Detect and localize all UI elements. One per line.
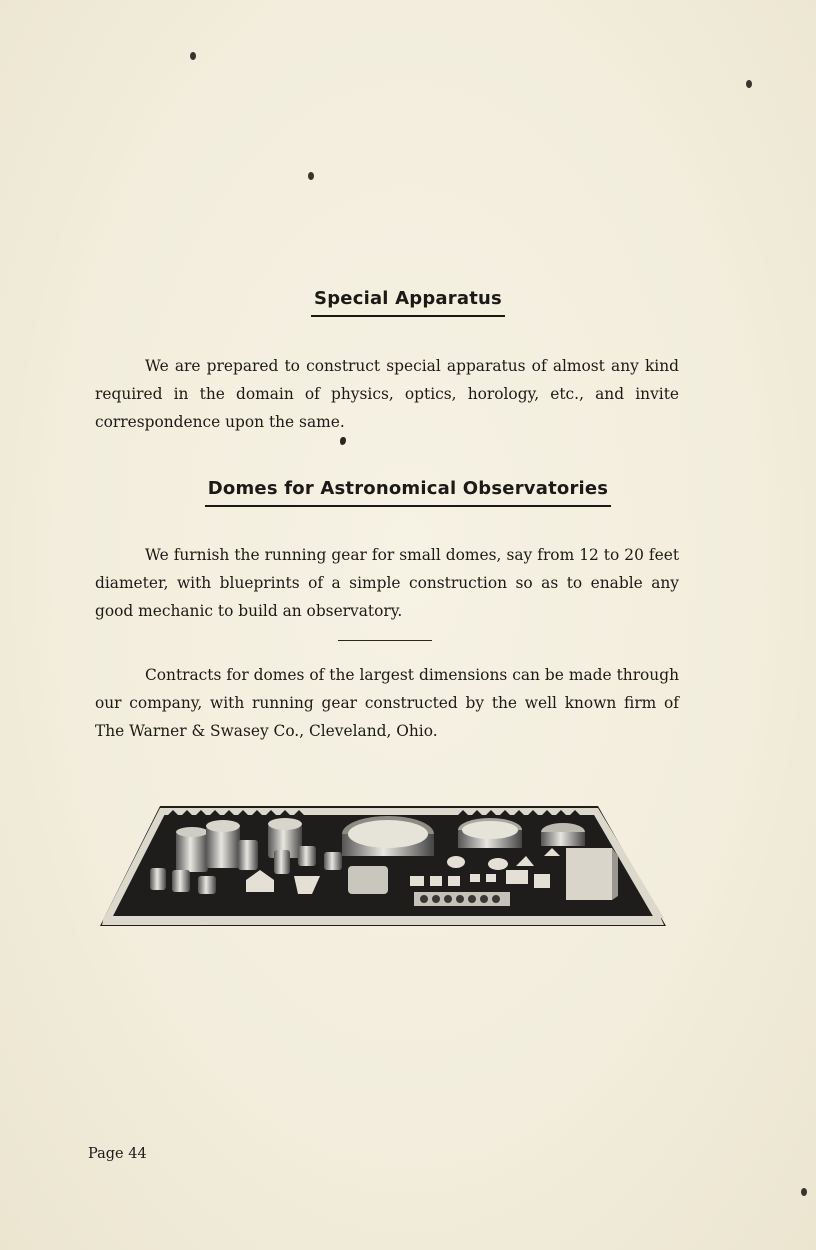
paragraph-contracts: [95, 661, 679, 745]
paragraph-text: We are prepared to construct special apparatus of almost any kind required in the domain of physics, optics, horology, etc., and invite correspondence upon the same.: [95, 357, 679, 431]
page-number: Page 44: [88, 1146, 147, 1162]
section-heading-special-apparatus: [0, 288, 816, 317]
ornament-mark: [340, 437, 346, 445]
heading-text: Domes for Astronomical Observatories: [205, 478, 611, 507]
divider-rule: [338, 640, 432, 641]
heading-text: Special Apparatus: [311, 288, 505, 317]
binding-hole: [746, 80, 752, 88]
paragraph-text: Contracts for domes of the largest dimensions can be made through our company, with running gear constructed by the well known firm of The Warner & Swasey Co., Cleveland, Ohio.: [95, 666, 679, 740]
paragraph-special-apparatus: [95, 352, 679, 436]
apparatus-photograph: [98, 804, 668, 928]
binding-hole: [308, 172, 314, 180]
section-heading-domes: [0, 478, 816, 507]
paragraph-domes-running-gear: [95, 541, 679, 625]
binding-hole: [190, 52, 196, 60]
paragraph-text: We furnish the running gear for small domes, say from 12 to 20 feet diameter, with blueprints of a simple construction so as to enable any good mechanic to build an observatory.: [95, 546, 679, 620]
binding-hole: [801, 1188, 807, 1196]
